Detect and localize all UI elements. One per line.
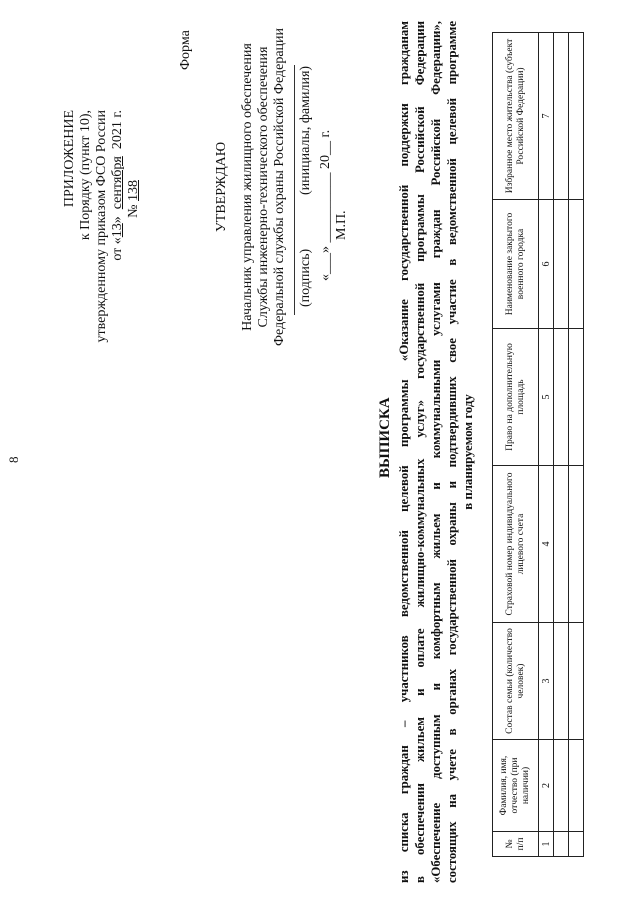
approval-date: «___» __________ 20__ г. — [318, 129, 333, 281]
doc-line5: в планируемом году — [461, 394, 475, 510]
page-number: 8 — [6, 456, 21, 463]
table-cell: 3 — [539, 623, 554, 740]
appendix-number: № 138 — [126, 180, 141, 218]
table-header: Избранное место жительства (субъект Российской Федерации) — [493, 33, 539, 200]
doc-title: ВЫПИСКА — [377, 397, 393, 478]
name-label: (инициалы, фамилия) — [298, 65, 313, 195]
table-cell — [554, 466, 569, 623]
table-header: Фамилия, имя, отчество (при наличии) — [493, 740, 539, 832]
table-cell — [554, 832, 569, 857]
table-header: Право на дополнительную площадь — [493, 329, 539, 466]
stamp-label: М.П. — [334, 210, 349, 240]
appendix-line1: к Порядку (пункт 10), — [78, 110, 93, 241]
approve-line1: Начальник управления жилищного обеспечения — [240, 43, 255, 331]
table-cell — [569, 623, 584, 740]
appendix-date: от «13» сентября 2021 г. — [110, 110, 125, 261]
table-cell — [569, 33, 584, 200]
table-header-row — [493, 33, 539, 857]
table-cell: 7 — [539, 33, 554, 200]
form-label: Форма — [178, 30, 193, 70]
signature-line — [294, 65, 295, 315]
table-header: Состав семьи (количество человек) — [493, 623, 539, 740]
appendix-line2: утвержденному приказом ФСО России — [94, 110, 109, 343]
table-cell — [554, 623, 569, 740]
appendix-block — [62, 110, 142, 342]
table-cell — [554, 200, 569, 329]
table-row — [569, 33, 584, 857]
table-cell — [554, 740, 569, 832]
doc-line3: «Обеспечение доступным и комфортным жильем и коммунальными услугами граждан Российской Федерации», — [429, 21, 443, 883]
table-number-row — [539, 33, 554, 857]
table-cell: 6 — [539, 200, 554, 329]
table-cell: 1 — [539, 832, 554, 857]
table-header: Наименование закрытого военного городка — [493, 200, 539, 329]
doc-line4: состоящих на учете в органах государственной охраны и подтвердивших свое участие в ведомственной целевой программе — [445, 21, 459, 883]
doc-line1: из списка граждан – участников ведомственной целевой программы «Оказание государственной поддержки гражданам — [397, 21, 411, 883]
table-cell — [569, 740, 584, 832]
table-cell: 2 — [539, 740, 554, 832]
appendix-title: ПРИЛОЖЕНИЕ — [62, 110, 77, 208]
approve-block — [214, 27, 288, 347]
doc-line2: в обеспечении жильем и оплате жилищно-коммунальных услуг» государственной программы Российской Федерации — [413, 21, 427, 883]
table-cell — [569, 200, 584, 329]
approve-line2: Службы инженерно-технического обеспечения — [256, 46, 271, 328]
approve-line3: Федеральной службы охраны Российской Федерации — [272, 27, 287, 347]
table-header: № п/п — [493, 832, 539, 857]
table-cell — [554, 329, 569, 466]
table-cell — [554, 33, 569, 200]
table-cell — [569, 466, 584, 623]
table-cell: 4 — [539, 466, 554, 623]
table-header: Страховой номер индивидуального лицевого счета — [493, 466, 539, 623]
table-cell: 5 — [539, 329, 554, 466]
approve-title: УТВЕРЖДАЮ — [214, 141, 229, 233]
recipients-table — [492, 32, 584, 857]
doc-body — [396, 21, 476, 883]
signature-label: (подпись) — [298, 248, 313, 307]
table-cell — [569, 832, 584, 857]
table-cell — [569, 329, 584, 466]
table-row — [554, 33, 569, 857]
